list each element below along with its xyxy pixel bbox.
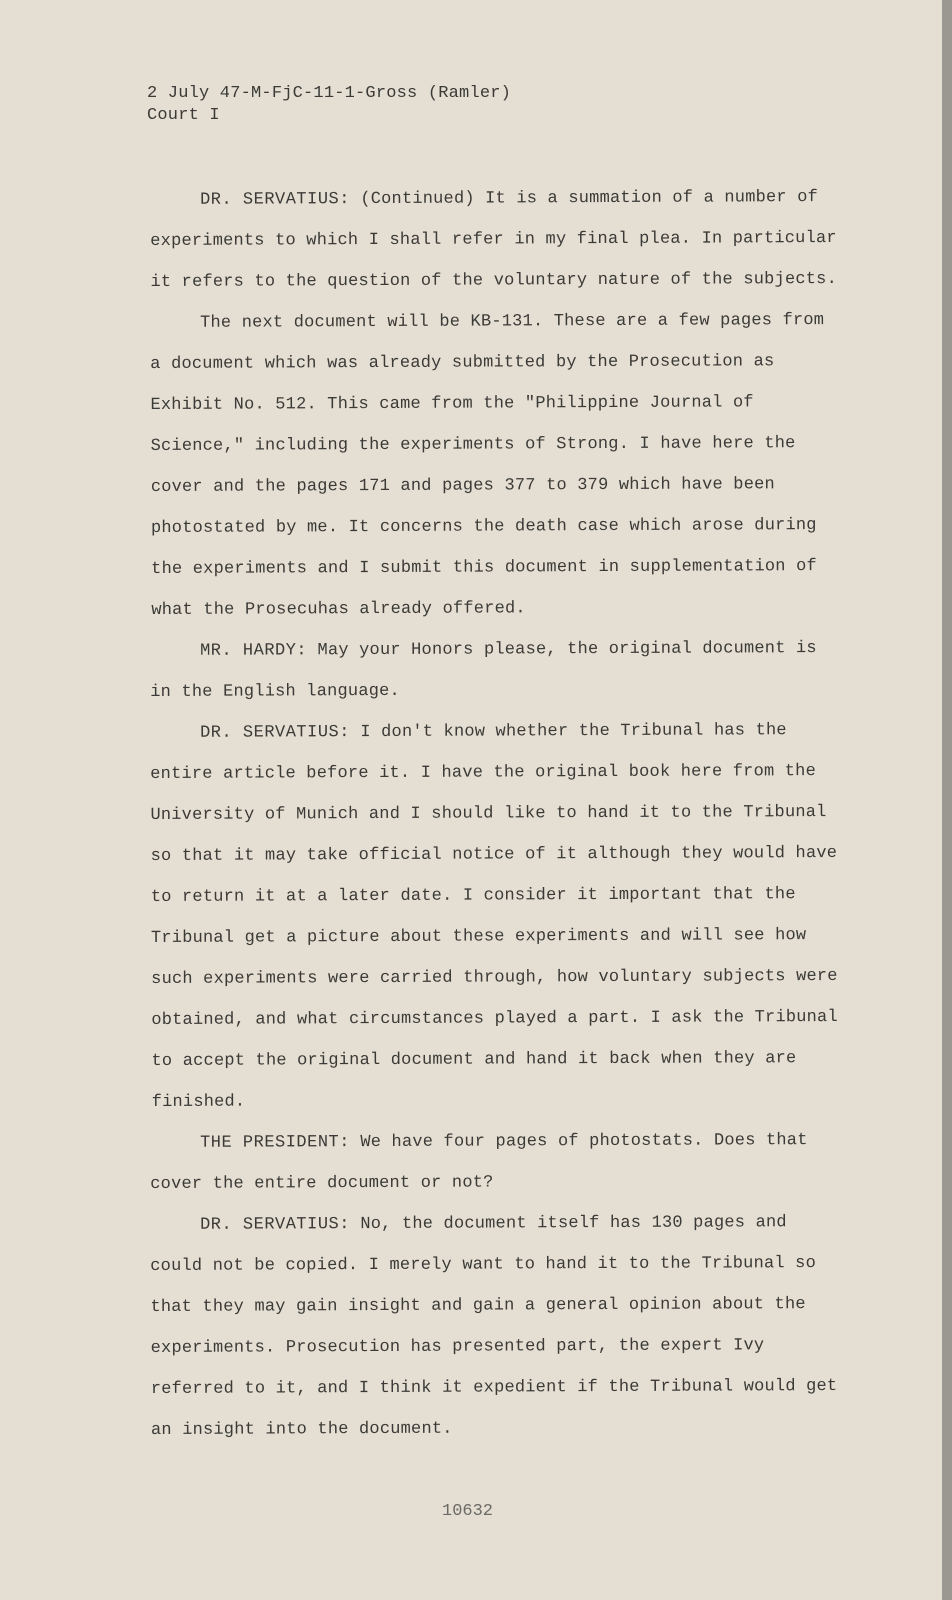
transcript-body	[150, 180, 840, 1451]
transcript-paragraph	[150, 177, 841, 303]
header-reference-line: 2 July 47-M-FjC-11-1-Gross (Ramler)	[147, 84, 512, 103]
speaker-label: DR. SERVATIUS:	[200, 190, 350, 210]
speaker-label: DR. SERVATIUS:	[200, 1215, 350, 1235]
header-court-line: Court I	[147, 106, 220, 125]
speaker-label: MR. HARDY:	[200, 641, 308, 661]
document-header	[147, 83, 511, 127]
scan-background-edge	[942, 0, 952, 1600]
page-number: 10632	[442, 1502, 494, 1521]
transcript-paragraph	[150, 300, 841, 631]
paragraph-text: I don't know whether the Tribunal has the entire article before it. I have the original book here from the University of Munich and I should like to hand it to the Tribunal so that it may take official notice of it although they would have to return it at a later date. I consider it important that the Tribunal get a picture about these experiments and will see how such experiments were carried through, how voluntary subjects were obtained, and what circumstances played a part. I ask the Tribunal to accept the original document and hand it back when they are finished.	[150, 721, 838, 1112]
speaker-label: DR. SERVATIUS:	[200, 723, 350, 743]
transcript-paragraph	[150, 628, 840, 713]
transcript-paragraph	[150, 710, 842, 1123]
paragraph-text: The next document will be KB-131. These are a few pages from a document which was already submitted by the Prosecution as Exhibit No. 512. This came from the "Philippine Journal of Science," including the experiments of Strong. I have here the cover and the pages 171 and pages 377 to 379 which have been photostated by me. It concerns the death case which arose during the experiments and I submit this document in supplementation of what the Prosecuhas already offered.	[150, 311, 825, 620]
paragraph-text: We have four pages of photostats. Does that cover the entire document or not?	[150, 1131, 808, 1194]
paragraph-text: (Continued) It is a summation of a number of experiments to which I shall refer in my final plea. In particular it refers to the question of the voluntary nature of the subjects.	[150, 188, 837, 292]
paragraph-text: No, the document itself has 130 pages and could not be copied. I merely want to hand it to the Tribunal so that they may gain insight and gain a general opinion about the experiments. Prosecution has presented part, the expert Ivy referred to it, and I think it expedient if the Tribunal would get an insight into the document.	[150, 1213, 838, 1440]
transcript-paragraph	[150, 1202, 841, 1451]
paragraph-text: May your Honors please, the original document is in the English language.	[150, 639, 817, 702]
speaker-label: THE PRESIDENT:	[200, 1133, 350, 1153]
transcript-paragraph	[150, 1120, 840, 1205]
